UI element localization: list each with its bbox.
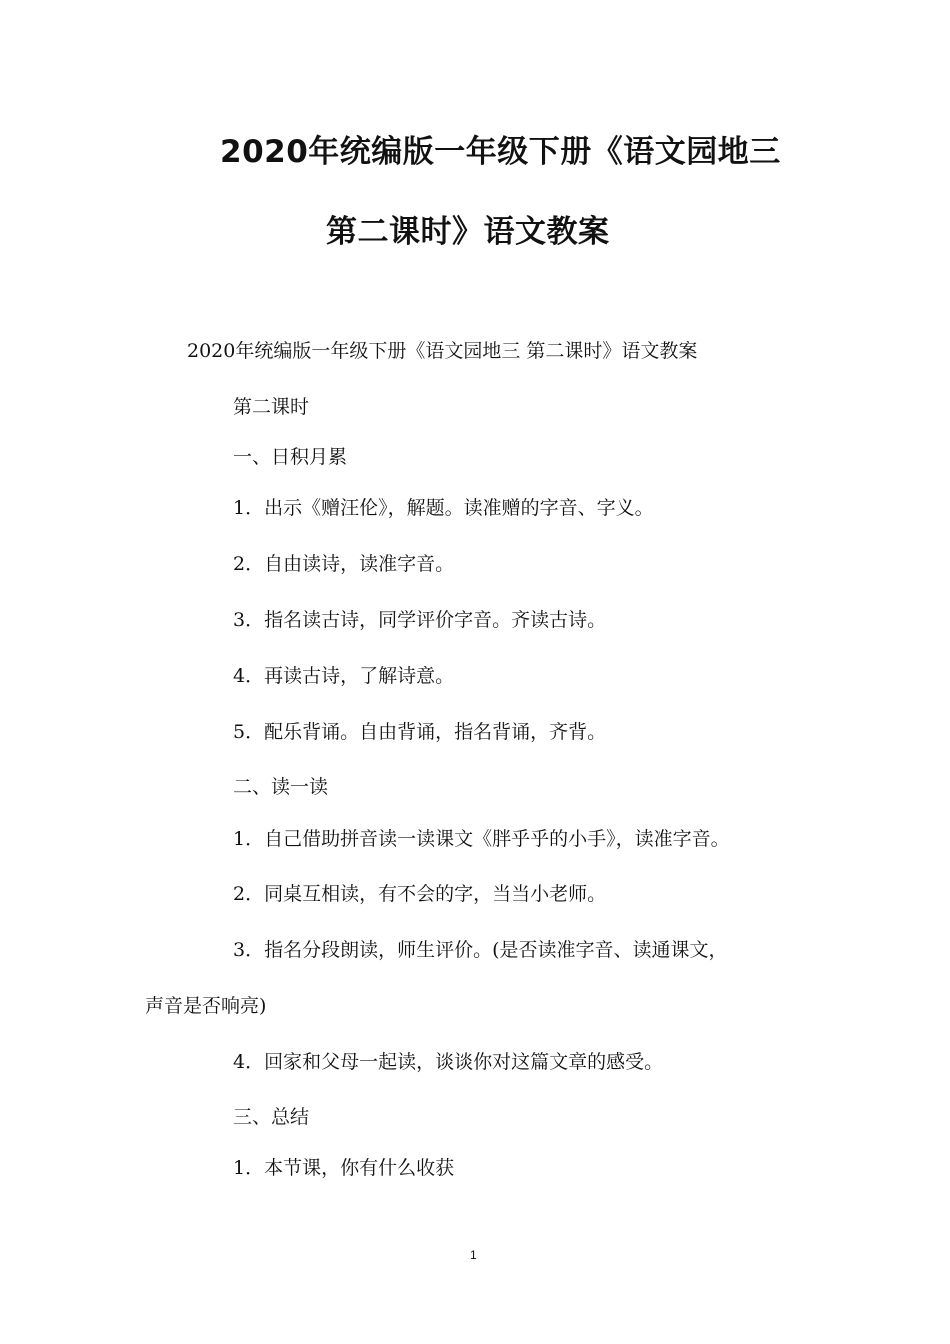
section-lesson-label: 第二课时	[233, 396, 310, 418]
list-item: 2．同桌互相读，有不会的字，当当小老师。	[233, 883, 607, 905]
section-heading-1: 一、日积月累	[233, 446, 348, 468]
document-title-line-1: 2020年统编版一年级下册《语文园地三	[220, 134, 781, 170]
document-subtitle: 2020年统编版一年级下册《语文园地三 第二课时》语文教案	[187, 340, 698, 362]
document-title-line-2: 第二课时》语文教案	[326, 214, 610, 250]
list-item: 2．自由读诗，读准字音。	[233, 553, 455, 575]
list-item: 1．自己借助拼音读一读课文《胖乎乎的小手》，读准字音。	[233, 828, 730, 850]
list-item-continuation: 声音是否响亮)	[145, 995, 267, 1017]
section-heading-3: 三、总结	[233, 1106, 310, 1128]
list-item: 4．回家和父母一起读，谈谈你对这篇文章的感受。	[233, 1051, 664, 1073]
list-item: 5．配乐背诵。自由背诵，指名背诵，齐背。	[233, 721, 607, 743]
list-item: 4．再读古诗，了解诗意。	[233, 665, 455, 687]
page-number: 1	[470, 1248, 477, 1262]
list-item: 3．指名分段朗读，师生评价。(是否读准字音、读通课文，	[233, 939, 728, 961]
section-heading-2: 二、读一读	[233, 776, 329, 798]
list-item: 1．本节课，你有什么收获	[233, 1157, 455, 1179]
list-item: 1．出示《赠汪伦》，解题。读准赠的字音、字义。	[233, 497, 654, 519]
list-item: 3．指名读古诗，同学评价字音。齐读古诗。	[233, 609, 607, 631]
